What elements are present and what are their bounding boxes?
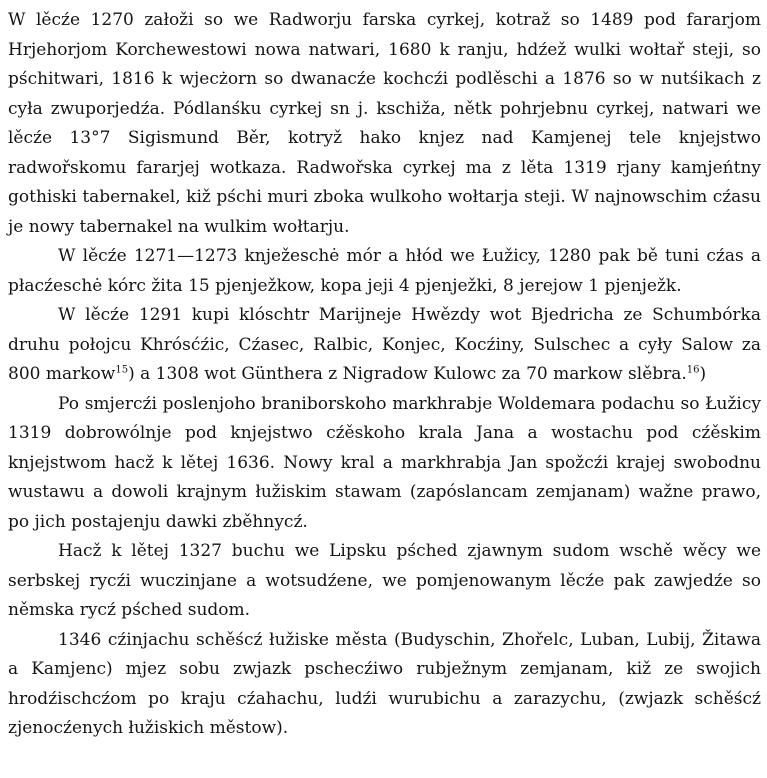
paragraph-4: Po smjercźi poslenjoho braniborskoho markhrabje Woldemara podachu so Łužicy 1319 dobrowólnje pod knjejstwo cźěskoho krala Jana a wostachu pod cźěskim knjejstwom hacž k lětej 1636. Nowy kral a markhrabja Jan spožcźi krajej swobodnu wustawu a dowoli krajnym łužiskim stawam (zapóslancam zemjanam) wažne prawo, po jich postajenju dawki zběhnycź. (8, 393, 761, 532)
footnote-marker-16: 16 (686, 364, 700, 376)
paragraph-2: W lěcźe 1271—1273 knježeschė mór a hłód we Łužicy, 1280 pak bě tuni cźas a płacźeschė kórc žita 15 pjenježkow, kopa jeji 4 pjenježki, 8 jerejow 1 pjenježk. (8, 246, 761, 296)
paragraph-1: W lěcźe 1270 załoži so we Radworju farska cyrkej, kotraž so 1489 pod fararjom Hrjehorjom Korchewestowi nowa natwari, 1680 k ranju, hdźež wulki wołtař steji, so pśchitwari, 1816 k wjecżorn so dwanacźe kochcźi podlěschi a 1876 so w nutśikach z cyła zwuporjedźa. Pódlanśku cyrkej sn j. kschiža, nětk pohrjebnu cyrkej, natwari we lěcźe 13°7 Sigismund Běr, kotryž hako knjez nad Kamjenej tele knjejstwo radwořskomu fararjej wotkaza. Radwořska cyrkej ma z lěta 1319 rjany kamjeńtny gothiski tabernakel, kiž pśchi muri zboka wulkoho wołtarja steji. W najnowschim cźasu je nowy tabernakel na wulkim wołtarju. (8, 10, 761, 237)
paragraph-3-continuation: ) a 1308 wot Günthera z Nigradow Kulowc za 70 markow slěbra. (128, 364, 687, 384)
paragraph-3 (8, 301, 761, 390)
paragraph-3-close: ) (699, 364, 707, 384)
paragraph-3-text: W lěcźe 1291 kupi klóschtr Marijneje Hwězdy wot Bjedricha ze Schumbórka druhu połojcu Khrósćźic, Cźasec, Ralbic, Konjec, Kocźiny, Sulschec a cyły Salow za 800 markow (8, 305, 761, 384)
paragraph-5: Hacž k lětej 1327 buchu we Lipsku pśched zjawnym sudom wschě wěcy we serbskej rycźi wuczinjane a wotsudźene, we pomjenowanym lěcźe pak zawjedźe so němska rycź pśched sudom. (8, 541, 761, 620)
footnote-marker-15: 15 (115, 364, 129, 376)
paragraph-6: 1346 cźinjachu schěścź łužiske města (Budyschin, Zhořelc, Luban, Lubij, Žitawa a Kamjenc) mjez sobu zwjazk pschecźiwo rubježnym zemjanam, kiž ze swojich hrodźischcźom po kraju cźahachu, ludźi wurubichu a zarazychu, (zwjazk schěścź zjenocźenych łužiskich městow). (8, 629, 761, 738)
